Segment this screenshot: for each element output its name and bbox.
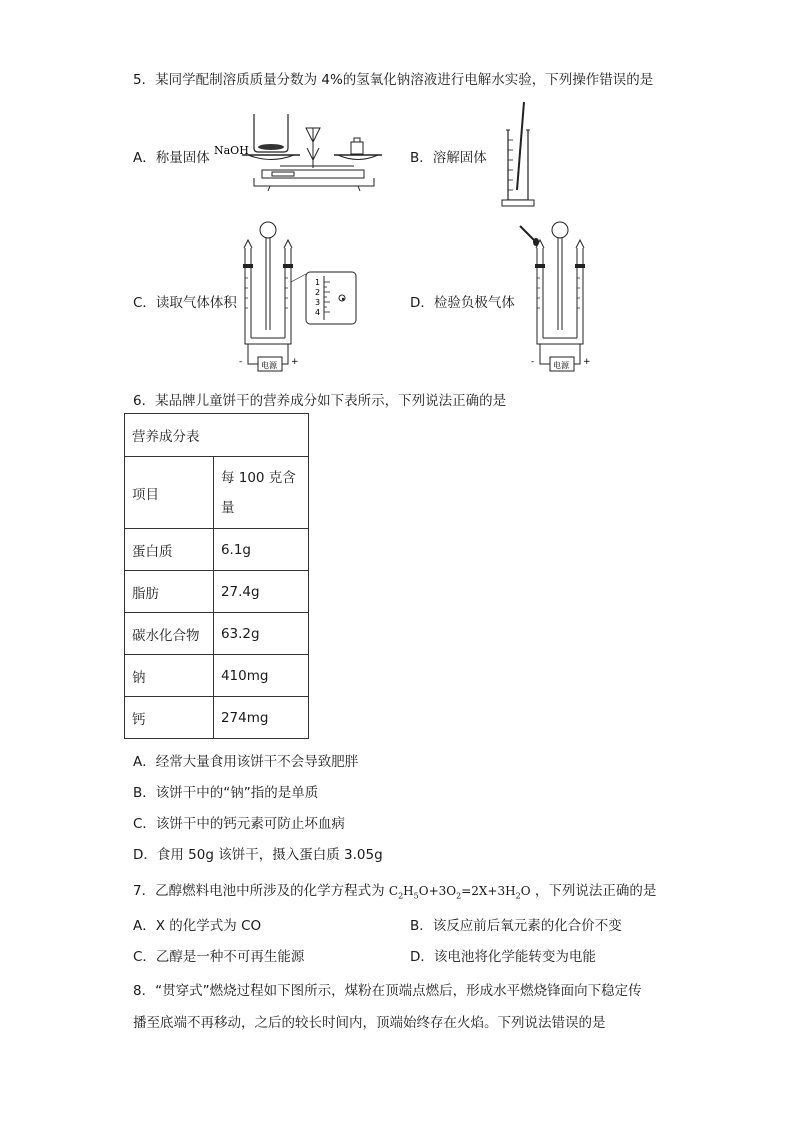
q6-option-c[interactable]: C．该饼干中的钙元素可防止坏血病	[133, 816, 345, 832]
q7-option-d[interactable]: D．该电池将化学能转变为电能	[410, 949, 596, 965]
electrolysis-read-figure	[236, 218, 360, 378]
q5-option-a[interactable]: A．称量固体	[133, 150, 210, 166]
q5-option-b[interactable]: B．溶解固体	[410, 150, 487, 166]
table-row	[125, 655, 309, 697]
q6-stem: 6．某品牌儿童饼干的营养成分如下表所示，下列说法正确的是	[133, 393, 507, 409]
header-value-line1: 每 100 克含	[220, 469, 296, 486]
header-value-line2: 量	[220, 499, 235, 516]
q5-option-d[interactable]: D．检验负极气体	[410, 295, 515, 311]
scale-tick-4: 4	[315, 308, 321, 317]
row-value: 27.4g	[213, 571, 308, 613]
table-row	[125, 457, 309, 529]
q6-option-d[interactable]: D．食用 50g 该饼干，摄入蛋白质 3.05g	[133, 847, 383, 863]
q7-option-a[interactable]: A．X 的化学式为 CO	[133, 918, 262, 934]
row-value: 63.2g	[213, 613, 308, 655]
table-row	[125, 571, 309, 613]
nutrition-table	[124, 413, 309, 739]
power-label-d: 电源	[553, 361, 569, 370]
cylinder-figure	[500, 100, 540, 212]
table-row	[125, 613, 309, 655]
row-name: 钙	[125, 697, 214, 739]
q5-option-c[interactable]: C．读取气体体积	[133, 295, 237, 311]
q7-stem-prefix: 7．乙醇燃料电池中所涉及的化学方程式为	[133, 883, 385, 899]
table-row	[125, 697, 309, 739]
scale-tick-2: 2	[315, 288, 321, 297]
q7-option-b[interactable]: B．该反应前后氧元素的化合价不变	[410, 918, 622, 934]
table-row	[125, 414, 309, 457]
q6-option-b[interactable]: B．该饼干中的“钠”指的是单质	[133, 785, 319, 801]
q8-stem-line1: 8．“贯穿式”燃烧过程如下图所示，煤粉在顶端点燃后，形成水平燃烧锋面向下稳定传	[133, 983, 642, 999]
q7-option-c[interactable]: C．乙醇是一种不可再生能源	[133, 949, 305, 965]
table-row	[125, 529, 309, 571]
row-name: 蛋白质	[125, 529, 214, 571]
row-name: 钠	[125, 655, 214, 697]
row-value: 274mg	[213, 697, 308, 739]
power-label-c: 电源	[261, 361, 277, 370]
q8-stem-line2: 播至底端不再移动，之后的较长时间内，顶端始终存在火焰。下列说法错误的是	[133, 1015, 606, 1031]
scale-tick-1: 1	[315, 278, 321, 287]
minus-label-d: -	[531, 357, 535, 367]
row-value: 6.1g	[213, 529, 308, 571]
q5-stem: 5．某同学配制溶质质量分数为 4%的氢氧化钠溶液进行电解水实验，下列操作错误的是	[133, 72, 654, 88]
table-title: 营养成分表	[125, 414, 309, 457]
q6-option-a[interactable]: A．经常大量食用该饼干不会导致肥胖	[133, 754, 359, 770]
row-value: 410mg	[213, 655, 308, 697]
header-value	[213, 457, 308, 529]
plus-label-c: +	[291, 357, 299, 367]
q7-stem	[133, 879, 656, 900]
header-item: 项目	[125, 457, 214, 529]
row-name: 脂肪	[125, 571, 214, 613]
plus-label-d: +	[583, 357, 591, 367]
balance-figure	[214, 108, 390, 192]
chemical-equation: $C_2H_5O+3O_2=2X+3H_2O$	[388, 884, 531, 901]
q7-stem-suffix: ，下列说法正确的是	[534, 883, 657, 899]
scale-tick-3: 3	[315, 298, 321, 307]
minus-label-c: -	[239, 357, 243, 367]
electrolysis-test-figure	[518, 218, 598, 378]
naoh-label: NaOH	[214, 144, 249, 157]
row-name: 碳水化合物	[125, 613, 214, 655]
